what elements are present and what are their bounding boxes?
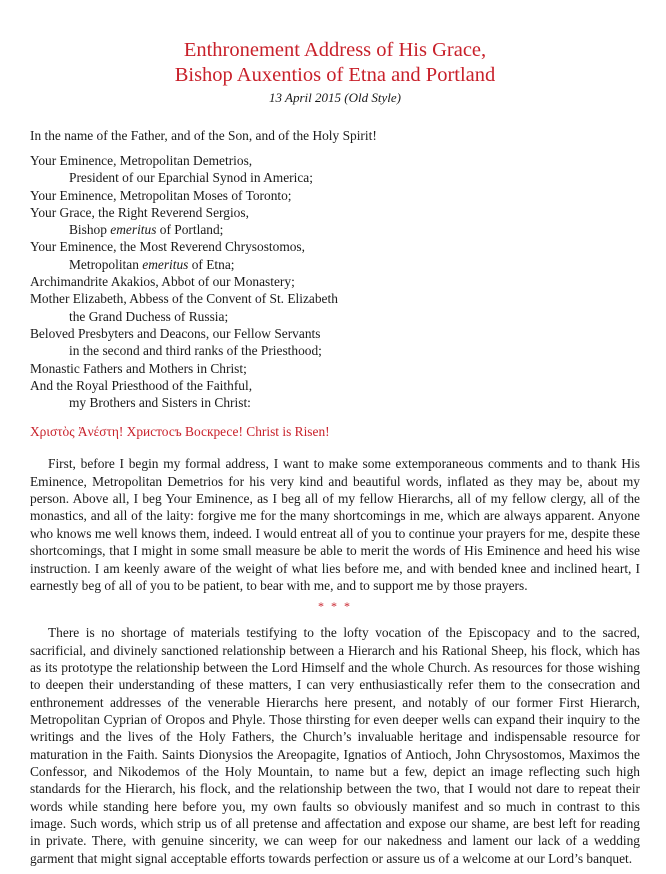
- paragraph-episcopacy: There is no shortage of materials testifying to the lofty vocation of the Episcopacy and to the sacred, sacrificial, and divinely sanctioned relationship between a Hierarch and his Rational Sheep, his flock, which has as its prototype the relationship between the Lord Himself and the whole Church. As resources for those wishing to deepen their understanding of these matters, I can very enthusiastically refer them to the consecration and enthronement addresses of the venerable Hierarchs here present, and notably of our former First Hierarch, Metropolitan Cyprian of Oropos and Phyle. Those thirsting for even deeper wells can expand their inquiry to the writings and the lives of the Holy Fathers, the Church’s invaluable heritage and indispensable resource for maturation in the Faith. Saints Dionysios the Areopagite, Ignatios of Antioch, John Chrysostomos, Maximos the Confessor, and Nikodemos of the Holy Mountain, to name but a few, depict an image reflecting such high standards for the Hierarch, his flock, and the relationship between the two, that I would not dare to repeat their words while standing here before you, my own faults so obviously manifest and so much in contrast to this image. Such words, which strip us of all pretense and affectation and expose our shame, are best left for reading in private. There, with genuine sincerity, we can weep for our nakedness and lament our lack of a wedding garment that might signal acceptable efforts towards perfection or assure us of a welcome at our Lord’s banquet.: [30, 625, 640, 866]
- title-line-1: Enthronement Address of His Grace,: [183, 39, 487, 61]
- addressee-text: President of our Eparchial Synod in America;: [69, 170, 313, 186]
- addressee-line: [30, 342, 640, 359]
- section-separator: * * *: [318, 599, 352, 614]
- addressee-text: Metropolitan: [69, 256, 143, 272]
- addressee-line: [30, 377, 640, 394]
- addressee-line: [30, 308, 640, 325]
- addressee-line: [30, 360, 640, 377]
- addressee-line: [30, 273, 640, 290]
- addressee-text: Your Eminence, the Most Reverend Chrysostomos,: [30, 239, 305, 255]
- addressee-line: [30, 221, 640, 238]
- addressee-text: in the second and third ranks of the Priesthood;: [69, 343, 322, 359]
- addressee-text: my Brothers and Sisters in Christ:: [69, 395, 251, 411]
- addressee-line: [30, 325, 640, 342]
- paschal-greeting: Χριστὸς Ἀνέστη! Христосъ Воскресе! Christ is Risen!: [30, 424, 330, 440]
- addressee-text: Beloved Presbyters and Deacons, our Fellow Servants: [30, 325, 321, 341]
- addressee-line: [30, 256, 640, 273]
- addressee-emphasis: emeritus: [110, 222, 157, 238]
- addressee-text: Monastic Fathers and Mothers in Christ;: [30, 360, 247, 376]
- addressee-line: [30, 152, 640, 169]
- addressee-text: of Etna;: [188, 256, 235, 272]
- addressee-text: the Grand Duchess of Russia;: [69, 308, 229, 324]
- addressee-text: of Portland;: [156, 222, 224, 238]
- addressee-text: And the Royal Priesthood of the Faithful,: [30, 377, 253, 393]
- addressee-line: [30, 290, 640, 307]
- addressee-text: Your Eminence, Metropolitan Demetrios,: [30, 153, 253, 168]
- addressee-emphasis: emeritus: [142, 256, 189, 272]
- addressee-line: [30, 187, 640, 204]
- addressee-text: Archimandrite Akakios, Abbot of our Monastery;: [30, 274, 295, 290]
- addressee-text: Your Eminence, Metropolitan Moses of Toronto;: [30, 187, 292, 203]
- invocation: In the name of the Father, and of the Son, and of the Holy Spirit!: [30, 128, 377, 143]
- addressee-line: [30, 169, 640, 186]
- addressee-line: [30, 238, 640, 255]
- addressee-line: [30, 204, 640, 221]
- addressee-text: Your Grace, the Right Reverend Sergios,: [30, 204, 249, 220]
- addressee-line: [30, 394, 640, 411]
- addressee-list: [30, 152, 640, 411]
- document-date: 13 April 2015 (Old Style): [269, 90, 401, 105]
- paragraph-opening-remarks: First, before I begin my formal address, I want to make some extemporaneous comments and to thank His Eminence, Metropolitan Demetrios for his very kind and beautiful words, inflated as they may be, about my person. Above all, I beg Your Eminence, as I beg all of my fellow Hierarchs, all of my fellow clergy, all of the monastics, and all of the laity: forgive me for the many shortcomings in me, which are always apparent. Anyone who knows me well knows them, indeed. I would entreat all of you to continue your prayers for me, despite these shortcomings, that I might in some small measure be able to merit the words of His Eminence and heed his wise instruction. I am keenly aware of the weight of what lies before me, and with bended knee and inclined heart, I earnestly beg of all of you to be patient, to bear with me, and to support me by those prayers.: [30, 456, 640, 593]
- title-line-2: Bishop Auxentios of Etna and Portland: [174, 64, 496, 86]
- addressee-text: Bishop: [69, 222, 111, 238]
- addressee-text: Mother Elizabeth, Abbess of the Convent of St. Elizabeth: [30, 291, 338, 307]
- document-page: [30, 38, 640, 867]
- document-title: [30, 38, 640, 88]
